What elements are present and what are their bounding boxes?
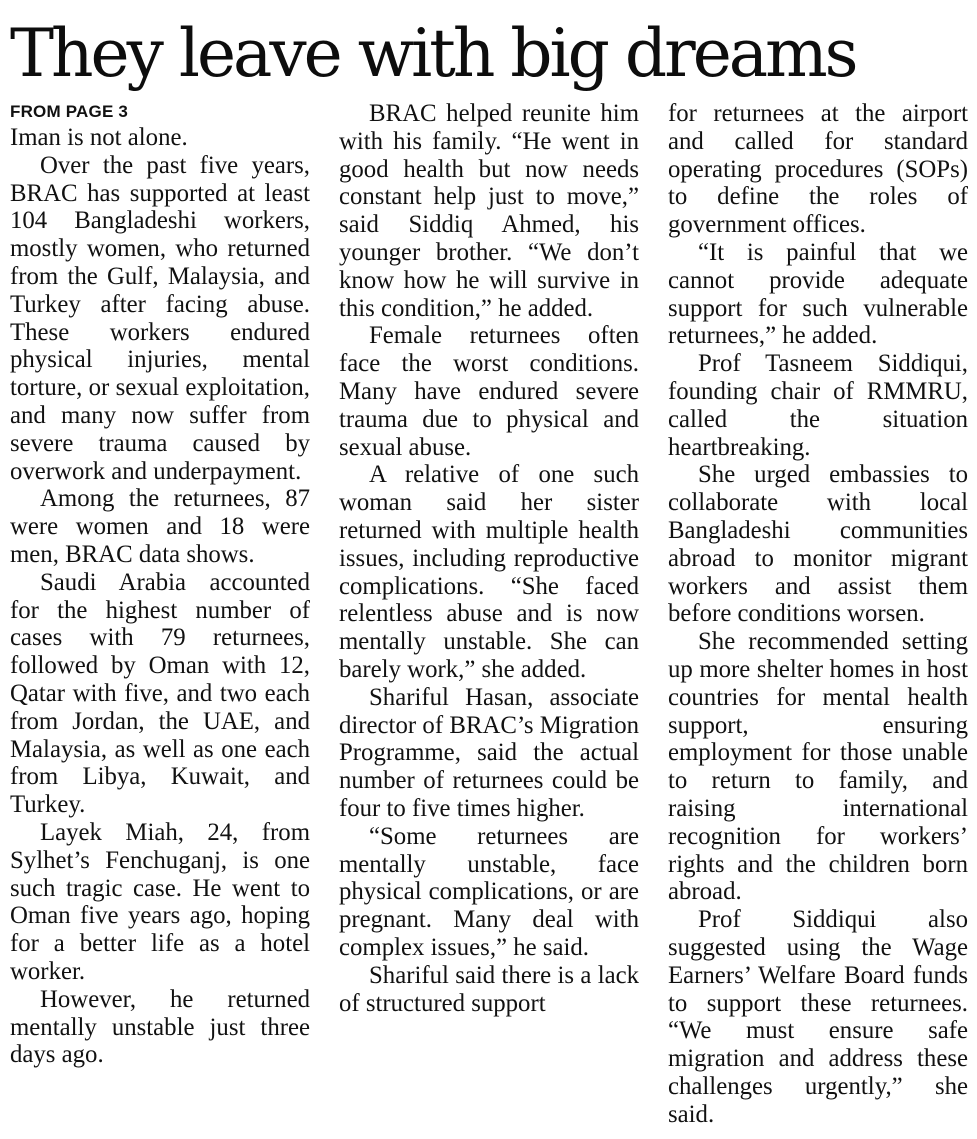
article-column-3 (668, 100, 968, 1134)
paragraph: A relative of one such woman said her sister returned with multiple health issues, including reproductive complications. “She faced relentless abuse and is now mentally unstable. She can barely work,” she added. (339, 461, 639, 683)
article-column-1 (10, 100, 310, 1134)
article-body (10, 100, 968, 1134)
paragraph: Iman is not alone. (10, 124, 188, 151)
paragraph: Saudi Arabia accounted for the highest number of cases with 79 returnees, followed by Oman with 12, Qatar with five, and two each from Jordan, the UAE, and Malaysia, as well as one each from Libya, Kuwait, and Turkey. (10, 568, 310, 819)
paragraph: for returnees at the airport and called for standard operating procedures (SOPs) to define the roles of government offices. (668, 100, 968, 239)
continued-from-label: FROM PAGE 3 (10, 102, 129, 121)
paragraph: Among the returnees, 87 were women and 18 were men, BRAC data shows. (10, 485, 310, 568)
paragraph: Prof Siddiqui also suggested using the Wage Earners’ Welfare Board funds to support these returnees. “We must ensure safe migration and address these challenges urgently,” she said. (668, 906, 968, 1128)
paragraph: “It is painful that we cannot provide adequate support for such vulnerable returnees,” he added. (668, 238, 968, 350)
paragraph: Layek Miah, 24, from Sylhet’s Fenchuganj, is one such tragic case. He went to Oman five years ago, hoping for a better life as a hotel worker. (10, 818, 310, 985)
paragraph: She recommended setting up more shelter homes in host countries for mental health support, ensuring employment for those unable to return to family, and raising international recognition for workers’ rights and the children born abroad. (668, 628, 968, 906)
headline: They leave with big dreams (10, 15, 856, 92)
paragraph: “Some returnees are mentally unstable, face physical complications, or are pregnant. Many deal with complex issues,” he said. (339, 822, 639, 961)
paragraph: Shariful said there is a lack of structured support (339, 961, 639, 1017)
article-column-2 (339, 100, 639, 1134)
paragraph: Female returnees often face the worst conditions. Many have endured severe trauma due to physical and sexual abuse. (339, 322, 639, 461)
paragraph: Prof Tasneem Siddiqui, founding chair of RMMRU, called the situation heartbreaking. (668, 350, 968, 461)
paragraph: Over the past five years, BRAC has supported at least 104 Bangladeshi workers, mostly women, who returned from the Gulf, Malaysia, and Turkey after facing abuse. These workers endured physical injuries, mental torture, or sexual exploitation, and many now suffer from severe trauma caused by overwork and underpayment. (10, 151, 310, 485)
paragraph: She urged embassies to collaborate with local Bangladeshi communities abroad to monitor migrant workers and assist them before conditions worsen. (668, 461, 968, 628)
paragraph: Shariful Hasan, associate director of BRAC’s Migration Programme, said the actual number of returnees could be four to five times higher. (339, 683, 639, 822)
paragraph: BRAC helped reunite him with his family. “He went in good health but now needs constant help just to move,” said Siddiq Ahmed, his younger brother. “We don’t know how he will survive in this condition,” he added. (339, 100, 639, 322)
paragraph: However, he returned mentally unstable just three days ago. (10, 985, 310, 1069)
